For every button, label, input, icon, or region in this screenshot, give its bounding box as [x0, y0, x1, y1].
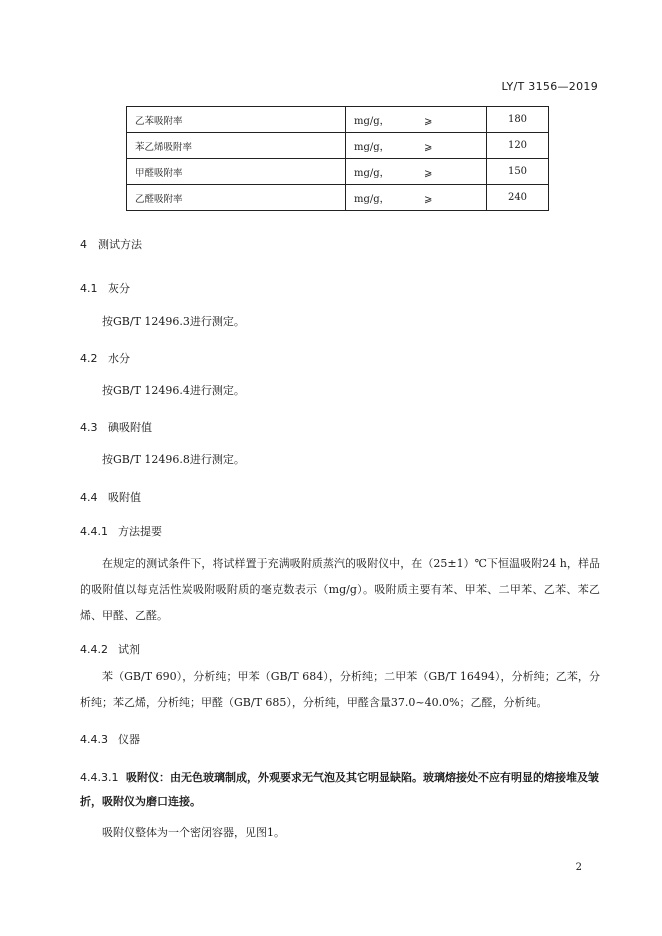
section-number: 4.4.2 [80, 643, 108, 656]
section-title: 灰分 [108, 282, 130, 295]
section-number: 4.4 [80, 491, 98, 504]
row-name: 苯乙烯吸附率 [127, 133, 346, 159]
section-number: 4.3 [80, 421, 98, 434]
page-number: 2 [575, 862, 582, 873]
section-4-4-3-heading [80, 731, 140, 747]
section-4-heading [80, 236, 142, 252]
paragraph: 按GB/T 12496.8进行测定。 [102, 453, 245, 466]
section-4-4-1-text [80, 551, 600, 629]
row-value: 120 [487, 133, 549, 159]
section-title: 吸附值 [108, 491, 141, 504]
section-number: 4.4.1 [80, 525, 108, 538]
section-4-4-3-1-text [80, 820, 600, 846]
paragraph: 苯（GB/T 690），分析纯；甲苯（GB/T 684），分析纯；二甲苯（GB/T 16494），分析纯；乙苯，分析纯；苯乙烯，分析纯；甲醛（GB/T 685），分析纯，甲醛含量37.0~40.0%；乙醛，分析纯。 [80, 670, 600, 709]
row-operator: ⩾ [424, 194, 433, 205]
section-4-3-heading [80, 419, 152, 435]
paragraph: 吸附仪整体为一个密闭容器，见图1。 [102, 826, 285, 839]
section-title: 水分 [108, 352, 130, 365]
row-value: 240 [487, 185, 549, 211]
row-name: 乙醛吸附率 [127, 185, 346, 211]
section-number: 4.2 [80, 352, 98, 365]
table-row [127, 185, 549, 211]
row-operator: ⩾ [424, 116, 433, 127]
row-operator: ⩾ [424, 142, 433, 153]
section-4-2-text [80, 378, 600, 404]
row-unit: mg/g， [354, 168, 390, 179]
section-title: 碘吸附值 [108, 421, 152, 434]
section-title: 吸附仪：由无色玻璃制成，外观要求无气泡及其它明显缺陷。玻璃熔接处不应有明显的熔接堆及皱折，吸附仪为磨口连接。 [80, 771, 599, 808]
section-4-1-heading [80, 280, 130, 296]
paragraph: 按GB/T 12496.3进行测定。 [102, 315, 245, 328]
section-4-4-2-heading [80, 641, 140, 657]
section-number: 4.4.3.1 [80, 771, 119, 784]
row-unit: mg/g， [354, 116, 390, 127]
table-row [127, 159, 549, 185]
table-row [127, 133, 549, 159]
section-4-3-text [80, 447, 600, 473]
section-4-2-heading [80, 350, 130, 366]
paragraph: 按GB/T 12496.4进行测定。 [102, 384, 245, 397]
row-name: 甲醛吸附率 [127, 159, 346, 185]
row-operator: ⩾ [424, 168, 433, 179]
section-title: 仪器 [118, 733, 140, 746]
section-4-4-2-text [80, 664, 600, 716]
section-number: 4.1 [80, 282, 98, 295]
row-value: 180 [487, 107, 549, 133]
section-title: 测试方法 [98, 238, 142, 251]
document-code: LY/T 3156—2019 [501, 80, 598, 93]
section-number: 4 [80, 238, 87, 251]
paragraph: 在规定的测试条件下，将试样置于充满吸附质蒸汽的吸附仪中，在（25±1）℃下恒温吸附24 h，样品的吸附值以每克活性炭吸附吸附质的毫克数表示（mg/g）。吸附质主要有苯、甲苯、二甲苯、乙苯、苯乙烯、甲醛、乙醛。 [80, 557, 600, 622]
section-4-4-heading [80, 489, 141, 505]
row-unit: mg/g， [354, 142, 390, 153]
section-title: 试剂 [118, 643, 140, 656]
table-row [127, 107, 549, 133]
specification-table [126, 106, 549, 211]
section-4-4-1-heading [80, 523, 162, 539]
section-4-4-3-1-heading [80, 766, 600, 814]
section-title: 方法提要 [118, 525, 162, 538]
row-value: 150 [487, 159, 549, 185]
row-unit: mg/g， [354, 194, 390, 205]
row-name: 乙苯吸附率 [127, 107, 346, 133]
section-4-1-text [80, 309, 600, 335]
section-number: 4.4.3 [80, 733, 108, 746]
